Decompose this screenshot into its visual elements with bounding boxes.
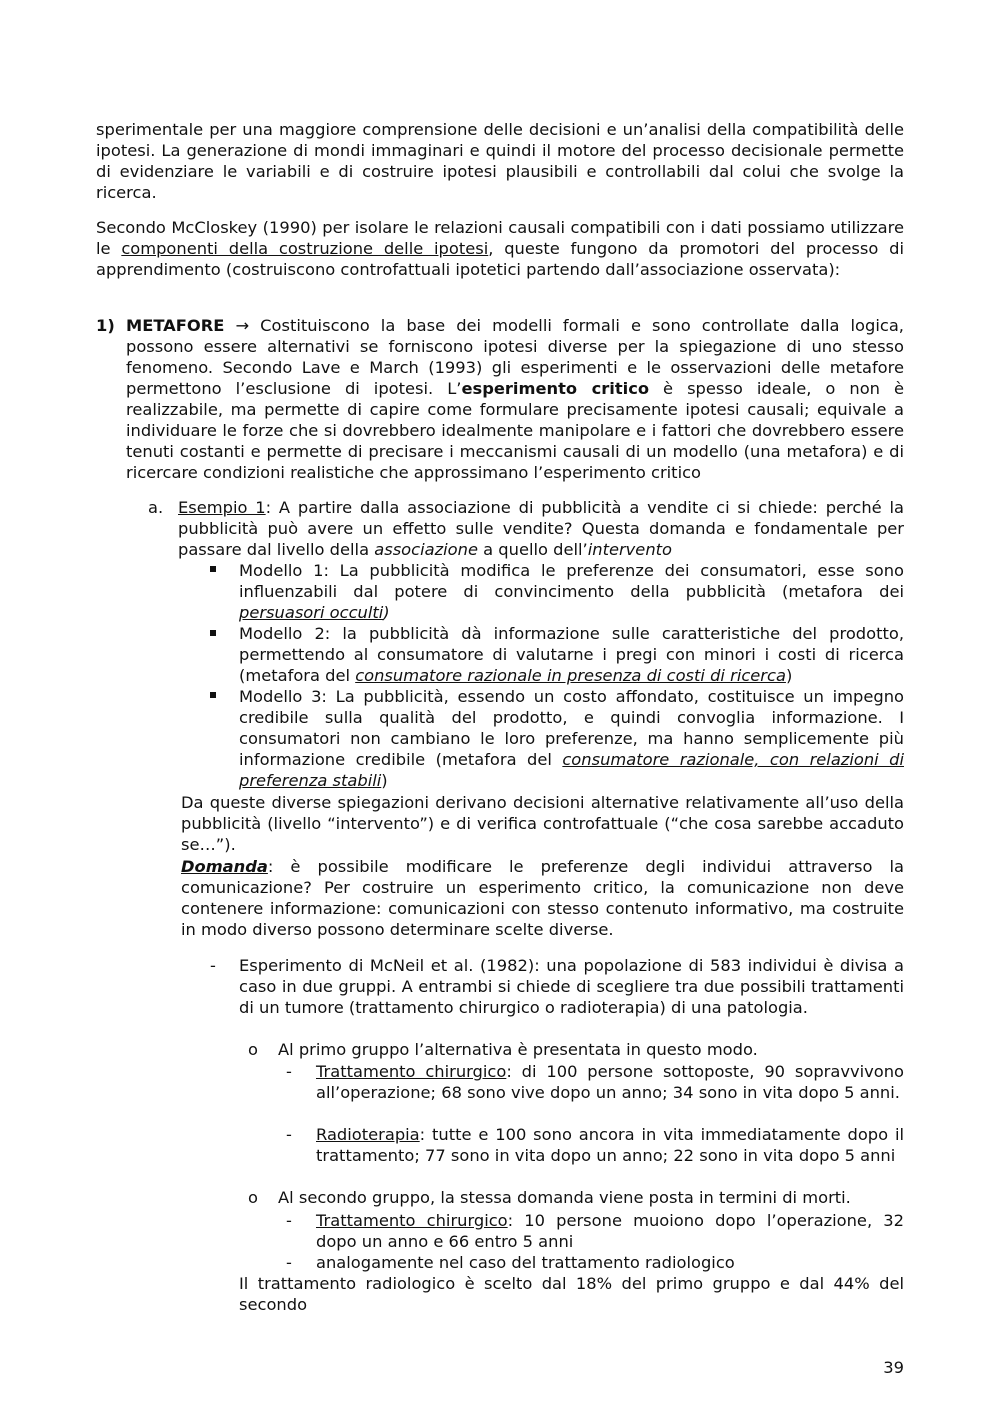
item-text: Costituiscono la base dei modelli formali e sono controllate dalla logica, possono essere alternativi se forniscono ipotesi diverse per la spiegazione di uno stesso fenomeno. Secondo Lave e March (1993) gli esperimenti e le osservazioni delle metafore permettono l’esclusione di ipotesi. L’ xyxy=(126,316,904,398)
group-2-surgery xyxy=(316,1210,904,1252)
page-number: 39 xyxy=(883,1358,904,1377)
italic-term: associazione xyxy=(374,540,478,559)
paragraph-text: sperimentale per una maggiore comprensione delle decisioni e un’analisi della compatibilità delle ipotesi. La generazione di mondi immaginari e quindi il motore del processo decisionale permette di evidenziare le variabili e di costruire ipotesi plausibili e controllabili dal colui che svolge la ricerca. xyxy=(96,120,904,202)
group-1-radiotherapy xyxy=(316,1124,904,1166)
dash-marker: - xyxy=(286,1253,292,1272)
dash-marker: - xyxy=(210,956,216,975)
circle-bullet-icon: o xyxy=(248,1040,258,1059)
item-text: : A partire dalla associazione di pubblicità a vendite ci si chiede: perché la pubblicità può avere un effetto sulle vendite? Questa domanda e fondamentale per passare dal livello della xyxy=(178,498,904,559)
paragraph-text: , queste fungono da promotori del processo di apprendimento (costruiscono controfattuali ipotetici partendo dall’associazione osservata): xyxy=(96,239,904,279)
dash-marker: - xyxy=(286,1211,292,1230)
square-bullet-icon xyxy=(210,692,216,698)
list-item-metafore xyxy=(126,315,904,483)
treatment-text: : 10 persone muoiono dopo l’operazione, 32 dopo un anno e 66 entro 5 anni xyxy=(316,1211,904,1251)
item-title: METAFORE xyxy=(126,316,225,335)
group-1-item xyxy=(278,1039,904,1060)
example-label: Esempio 1 xyxy=(178,498,266,517)
treatment-text: : di 100 persone sottoposte, 90 sopravvivono all’operazione; 68 sono vive dopo un anno; 34 sono in vita dopo 5 anni. xyxy=(316,1062,904,1102)
metaphor-term: persuasori occulti xyxy=(239,603,384,622)
dash-marker: - xyxy=(286,1062,292,1081)
experiment-text: Esperimento di McNeil et al. (1982): una popolazione di 583 individui è divisa a caso in due gruppi. A entrambi si chiede di scegliere tra due possibili trattamenti di un tumore (trattamento chirurgico o radioterapia) di una patologia. xyxy=(239,956,904,1017)
model-text: ) xyxy=(383,603,390,622)
paragraph-domanda xyxy=(181,856,904,940)
arrow-icon: → xyxy=(235,316,250,335)
experiment-conclusion xyxy=(239,1273,904,1315)
group-1-surgery xyxy=(316,1061,904,1103)
treatment-label: Trattamento chirurgico xyxy=(316,1062,507,1081)
experiment-item xyxy=(239,955,904,1018)
model-text: Modello 2: la pubblicità dà informazione sulle caratteristiche del prodotto, permettendo al consumatore di valutarne i pregi con minori i costi di ricerca (metafora del xyxy=(239,624,904,685)
sub-item-esempio-1 xyxy=(178,497,904,560)
model-text: ) xyxy=(381,771,388,790)
paragraph-intro xyxy=(96,119,904,203)
model-1-item xyxy=(239,560,904,623)
metaphor-term: consumatore razionale in presenza di costi di ricerca xyxy=(355,666,786,685)
treatment-text: analogamente nel caso del trattamento radiologico xyxy=(316,1253,735,1272)
group-2-item xyxy=(278,1187,904,1208)
model-text: Modello 1: La pubblicità modifica le preferenze dei consumatori, esse sono influenzabili dal potere di convincimento della pubblicità (metafora dei xyxy=(239,561,904,601)
paragraph-text: Secondo McCloskey (1990) per isolare le relazioni causali compatibili con i dati possiamo utilizzare le xyxy=(96,218,904,258)
italic-term: intervento xyxy=(587,540,672,559)
paragraph-derivations xyxy=(181,792,904,855)
item-text: a quello dell’ xyxy=(477,540,588,559)
underlined-term: componenti della costruzione delle ipotesi xyxy=(121,239,489,258)
square-bullet-icon xyxy=(210,566,216,572)
paragraph-text: : è possibile modificare le preferenze degli individui attraverso la comunicazione? Per costruire un esperimento critico, la comunicazione non deve contenere informazione: comunicazioni con stesso contenuto informativo, ma costruite in modo diverso possono determinare scelte diverse. xyxy=(181,857,904,939)
conclusion-text: Il trattamento radiologico è scelto dal 18% del primo gruppo e dal 44% del secondo xyxy=(239,1274,904,1314)
item-text: è spesso ideale, o non è realizzabile, ma permette di capire come formulare precisamente ipotesi causali; equivale a individuare le forze che si dovrebbero idealmente manipolare e i fattori che dovrebbero essere tenuti costanti e permette di precisare i meccanismi causali di un modello (una metafora) e di ricercare condizioni realistiche che approssimano l’esperimento critico xyxy=(126,379,904,482)
treatment-label: Radioterapia xyxy=(316,1125,420,1144)
group-2-radiology xyxy=(316,1252,904,1273)
metaphor-term: consumatore razionale, con relazioni di preferenza stabili xyxy=(239,750,904,790)
model-2-item xyxy=(239,623,904,686)
circle-bullet-icon: o xyxy=(248,1188,258,1207)
square-bullet-icon xyxy=(210,630,216,636)
treatment-text: : tutte e 100 sono ancora in vita immediatamente dopo il trattamento; 77 sono in vita dopo un anno; 22 sono in vita dopo 5 anni xyxy=(316,1125,904,1165)
model-text: Modello 3: La pubblicità, essendo un costo affondato, costituisce un impegno credibile sulla qualità del prodotto, e quindi convoglia informazione. I consumatori non cambiano le loro preferenze, ma hanno semplicemente più informazione credibile (metafora del xyxy=(239,687,904,769)
paragraph-text: Da queste diverse spiegazioni derivano decisioni alternative relativamente all’uso della pubblicità (livello “intervento”) e di verifica controfattuale (“che cosa sarebbe accaduto se…”). xyxy=(181,793,904,854)
list-number: 1) xyxy=(96,316,115,335)
paragraph-mccloskey xyxy=(96,217,904,280)
treatment-label: Trattamento chirurgico xyxy=(316,1211,508,1230)
group-text: Al secondo gruppo, la stessa domanda viene posta in termini di morti. xyxy=(278,1188,851,1207)
model-text: ) xyxy=(785,666,793,685)
dash-marker: - xyxy=(286,1125,292,1144)
group-text: Al primo gruppo l’alternativa è presentata in questo modo. xyxy=(278,1040,758,1059)
sub-list-marker: a. xyxy=(148,498,164,517)
question-label: Domanda xyxy=(181,857,268,876)
bold-term: esperimento critico xyxy=(461,379,650,398)
model-3-item xyxy=(239,686,904,791)
